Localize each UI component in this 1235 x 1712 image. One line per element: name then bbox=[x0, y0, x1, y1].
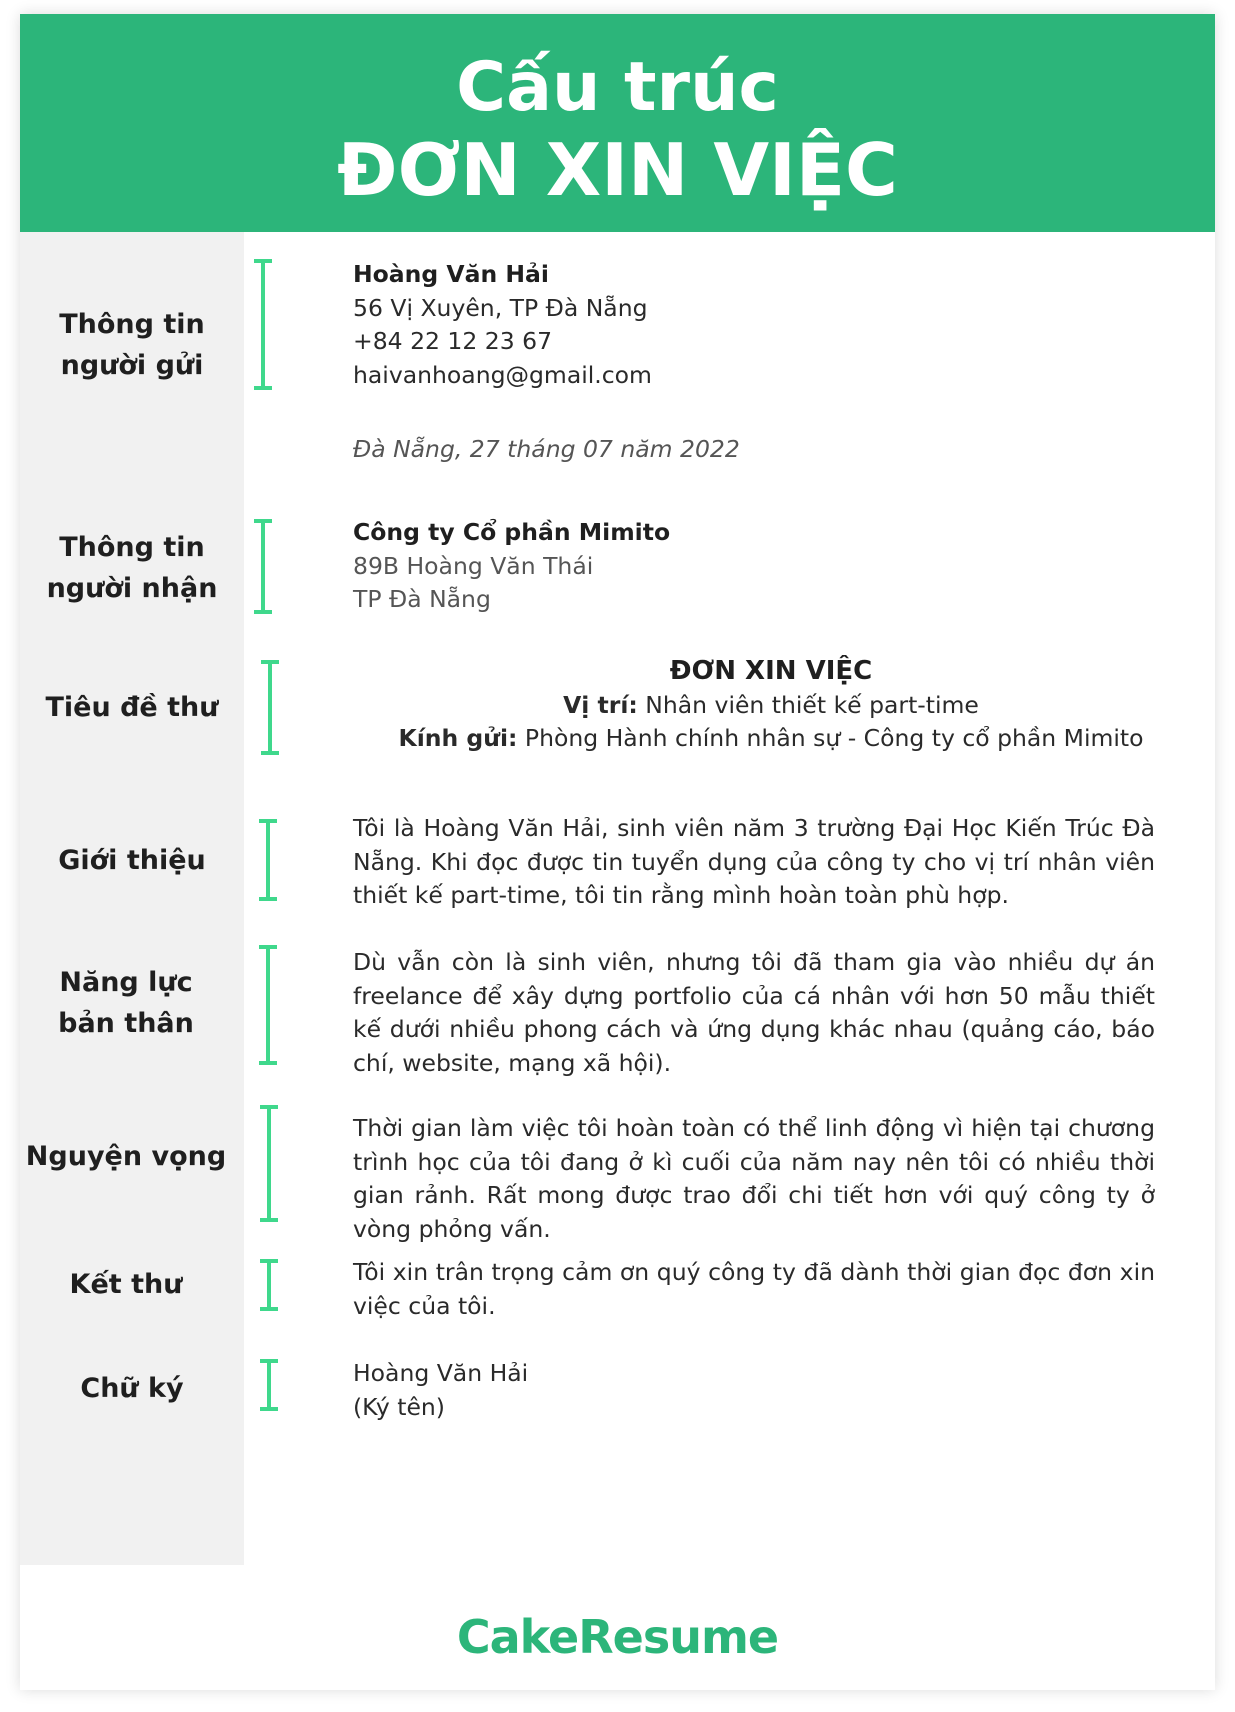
label-sender-line1: Thông tin bbox=[59, 309, 205, 340]
bracket-subject bbox=[261, 660, 279, 755]
recipient-company: Công ty Cổ phần Mimito bbox=[353, 518, 671, 546]
letter-date: Đà Nẵng, 27 tháng 07 năm 2022 bbox=[353, 435, 740, 463]
signature-block bbox=[353, 1357, 1155, 1424]
recipient-block bbox=[353, 516, 1155, 617]
label-sender bbox=[20, 304, 244, 386]
signature-name: Hoàng Văn Hải bbox=[353, 1359, 529, 1387]
bracket-recipient bbox=[254, 519, 272, 614]
label-recipient-line1: Thông tin bbox=[59, 532, 205, 563]
label-sender-line2: người gửi bbox=[60, 350, 204, 381]
label-ability bbox=[14, 962, 238, 1044]
bracket-intro bbox=[259, 819, 277, 901]
label-wish: Nguyện vọng bbox=[25, 1141, 227, 1172]
label-ability-line1: Năng lực bbox=[59, 967, 193, 998]
sender-phone: +84 22 12 23 67 bbox=[353, 327, 553, 355]
subject-recipient bbox=[353, 722, 1189, 756]
label-closing: Kết thư bbox=[69, 1269, 183, 1300]
subject-block bbox=[353, 655, 1189, 756]
recipient-address-1: 89B Hoàng Văn Thái bbox=[353, 551, 594, 580]
subject-title: ĐƠN XIN VIỆC bbox=[669, 656, 873, 686]
intro-paragraph: Tôi là Hoàng Văn Hải, sinh viên năm 3 trường Đại Học Kiến Trúc Đà Nẵng. Khi đọc được tin tuyển dụng của công ty cho vị trí nhân viên thiết kế part-time, tôi tin rằng mình hoàn toàn phù hợp. bbox=[353, 814, 1155, 909]
cakeresume-logo: CakeResume bbox=[456, 1610, 779, 1664]
recipient-address-2: TP Đà Nẵng bbox=[353, 585, 491, 613]
sender-block bbox=[353, 258, 1155, 392]
header-banner bbox=[20, 14, 1215, 232]
footer bbox=[20, 1579, 1215, 1690]
subject-to-value: Phòng Hành chính nhân sự - Công ty cổ phần Mimito bbox=[524, 724, 1144, 752]
label-intro: Giới thiệu bbox=[58, 845, 206, 876]
header-title-line1: Cấu trúc bbox=[456, 48, 779, 127]
wish-paragraph: Thời gian làm việc tôi hoàn toàn có thể linh động vì hiện tại chương trình học của tôi đang ở kì cuối của năm nay nên tôi có nhiều thời gian rảnh. Rất mong được trao đổi chi tiết hơn với quý công ty ở vòng phỏng vấn. bbox=[353, 1114, 1155, 1243]
header-title-line2: ĐƠN XIN VIỆC bbox=[337, 128, 898, 212]
sender-email: haivanhoang@gmail.com bbox=[353, 360, 652, 389]
subject-to-label: Kính gửi: bbox=[398, 724, 518, 752]
subject-position bbox=[353, 689, 1189, 723]
label-recipient bbox=[20, 527, 244, 609]
sender-name: Hoàng Văn Hải bbox=[353, 260, 549, 288]
label-subject: Tiêu đề thư bbox=[45, 692, 219, 723]
label-ability-line2: bản thân bbox=[58, 1008, 194, 1039]
subject-position-label: Vị trí: bbox=[563, 690, 638, 719]
signature-note: (Ký tên) bbox=[353, 1392, 445, 1421]
section-labels-column bbox=[20, 232, 244, 1565]
ability-paragraph: Dù vẫn còn là sinh viên, nhưng tôi đã tham gia vào nhiều dự án freelance để xây dựng portfolio của cá nhân với hơn 50 mẫu thiết kế dưới nhiều phong cách và ứng dụng khác nhau (quảng cáo, báo chí, website, mạng xã hội). bbox=[353, 948, 1155, 1077]
sender-address: 56 Vị Xuyên, TP Đà Nẵng bbox=[353, 293, 648, 322]
bracket-wish bbox=[260, 1105, 278, 1222]
bracket-ability bbox=[259, 945, 277, 1065]
label-recipient-line2: người nhận bbox=[46, 573, 218, 604]
bracket-closing bbox=[260, 1259, 278, 1311]
label-signature: Chữ ký bbox=[80, 1373, 184, 1404]
subject-position-value: Nhân viên thiết kế part-time bbox=[645, 690, 979, 719]
closing-paragraph: Tôi xin trân trọng cảm ơn quý công ty đã dành thời gian đọc đơn xin việc của tôi. bbox=[353, 1258, 1155, 1320]
bracket-signature bbox=[260, 1359, 278, 1411]
document-sheet bbox=[20, 14, 1215, 1690]
bracket-sender bbox=[254, 259, 272, 390]
